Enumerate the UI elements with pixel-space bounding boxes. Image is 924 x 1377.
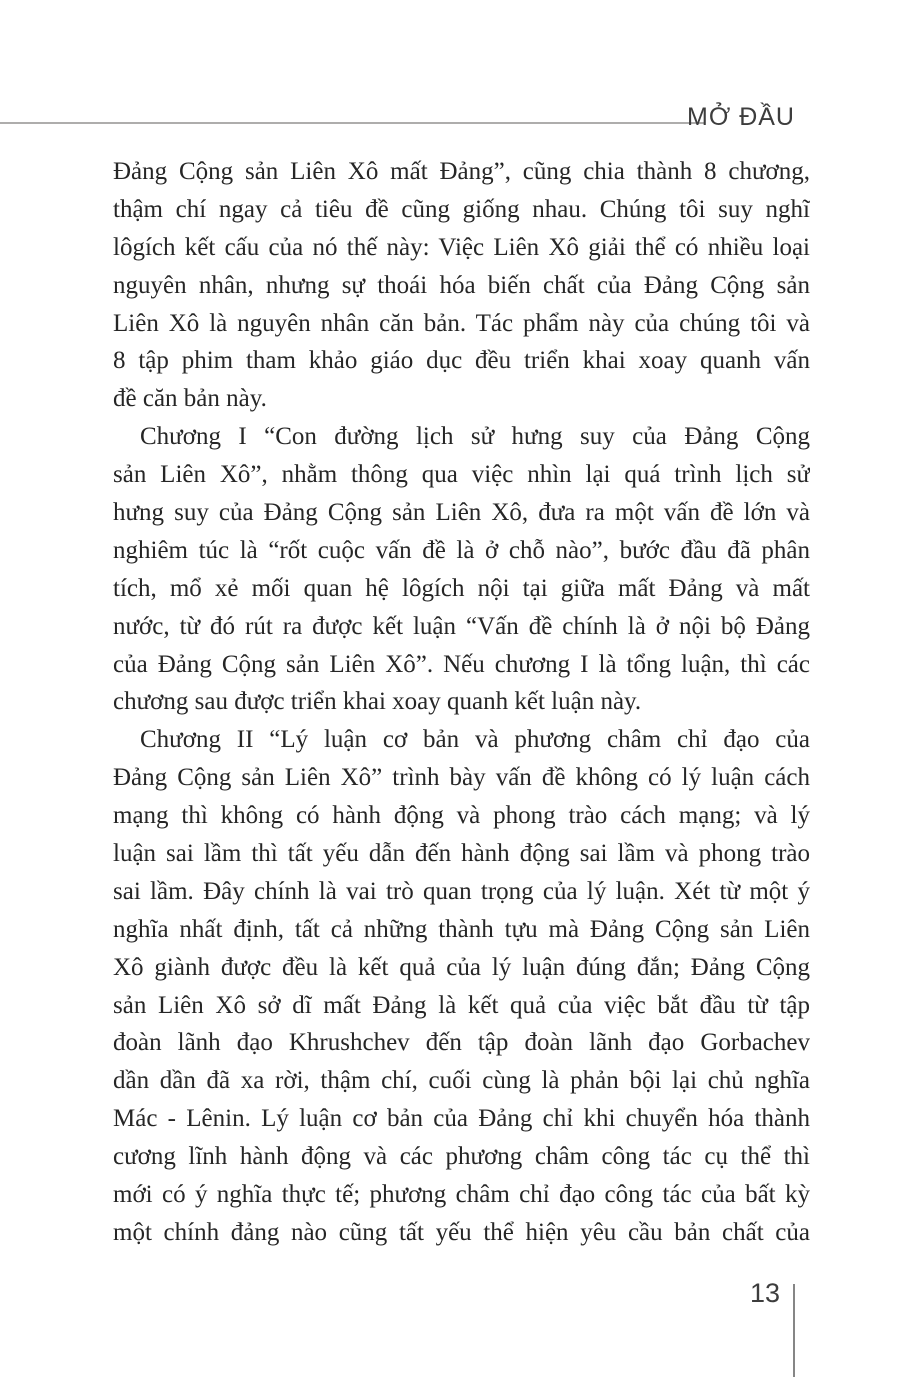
text-line: 8 tập phim tham khảo giáo dục đều triển khai xoay quanh vấn <box>113 347 810 375</box>
text-line: Chương II “Lý luận cơ bản và phương châm chỉ đạo của <box>140 726 810 754</box>
text-line: sản Liên Xô sở dĩ mất Đảng là kết quả của việc bắt đầu từ tập <box>113 991 810 1019</box>
text-line: cương lĩnh hành động và các phương châm công tác cụ thể thì <box>113 1143 810 1171</box>
footer-rule <box>793 1284 795 1377</box>
text-block <box>113 153 810 1252</box>
text-line: dần dần đã xa rời, thậm chí, cuối cùng là phản bội lại chủ nghĩa <box>113 1067 810 1095</box>
text-line: lôgích kết cấu của nó thế này: Việc Liên Xô giải thể có nhiều loại <box>113 233 810 261</box>
text-line: đoàn lãnh đạo Khrushchev đến tập đoàn lãnh đạo Gorbachev <box>113 1029 810 1057</box>
text-line: thậm chí ngay cả tiêu đề cũng giống nhau. Chúng tôi suy nghĩ <box>113 195 810 223</box>
text-line: Liên Xô là nguyên nhân căn bản. Tác phẩm này của chúng tôi và <box>113 309 810 337</box>
running-header-title: MỞ ĐẦU <box>687 103 795 131</box>
text-line: của Đảng Cộng sản Liên Xô”. Nếu chương I là tổng luận, thì các <box>113 650 810 678</box>
text-line: mới có ý nghĩa thực tế; phương châm chỉ đạo công tác của bất kỳ <box>113 1181 810 1209</box>
text-line: hưng suy của Đảng Cộng sản Liên Xô, đưa ra một vấn đề lớn và <box>113 499 810 527</box>
paragraph <box>113 721 810 1251</box>
text-line: nghiêm túc là “rốt cuộc vấn đề là ở chỗ nào”, bước đầu đã phân <box>113 536 810 564</box>
paragraph <box>113 418 810 721</box>
page-number: 13 <box>749 1278 780 1308</box>
text-line: mạng thì không có hành động và phong trào cách mạng; và lý <box>113 802 810 830</box>
text-line: Chương I “Con đường lịch sử hưng suy của Đảng Cộng <box>140 423 810 451</box>
text-line: sản Liên Xô”, nhằm thông qua việc nhìn lại quá trình lịch sử <box>113 461 810 489</box>
text-line: sai lầm. Đây chính là vai trò quan trọng của lý luận. Xét từ một ý <box>113 877 810 905</box>
text-line: một chính đảng nào cũng tất yếu thể hiện yêu cầu bản chất của <box>113 1218 810 1246</box>
header-rule <box>0 122 704 124</box>
paragraph <box>113 153 810 418</box>
text-line: Xô giành được đều là kết quả của lý luận đúng đắn; Đảng Cộng <box>113 953 810 981</box>
text-line: Đảng Cộng sản Liên Xô” trình bày vấn đề không có lý luận cách <box>113 764 810 792</box>
text-line: chương sau được triển khai xoay quanh kết luận này. <box>113 688 642 716</box>
text-line: tích, mổ xẻ mối quan hệ lôgích nội tại giữa mất Đảng và mất <box>113 574 810 602</box>
text-line: nước, từ đó rút ra được kết luận “Vấn đề chính là ở nội bộ Đảng <box>113 612 810 640</box>
text-line: luận sai lầm thì tất yếu dẫn đến hành động sai lầm và phong trào <box>113 840 810 868</box>
text-line: đề căn bản này. <box>113 385 267 413</box>
text-line: Đảng Cộng sản Liên Xô mất Đảng”, cũng chia thành 8 chương, <box>113 158 810 185</box>
text-line: nguyên nhân, nhưng sự thoái hóa biến chất của Đảng Cộng sản <box>113 271 810 299</box>
text-line: Mác - Lênin. Lý luận cơ bản của Đảng chỉ khi chuyển hóa thành <box>113 1105 810 1133</box>
text-line: nghĩa nhất định, tất cả những thành tựu mà Đảng Cộng sản Liên <box>113 915 810 943</box>
